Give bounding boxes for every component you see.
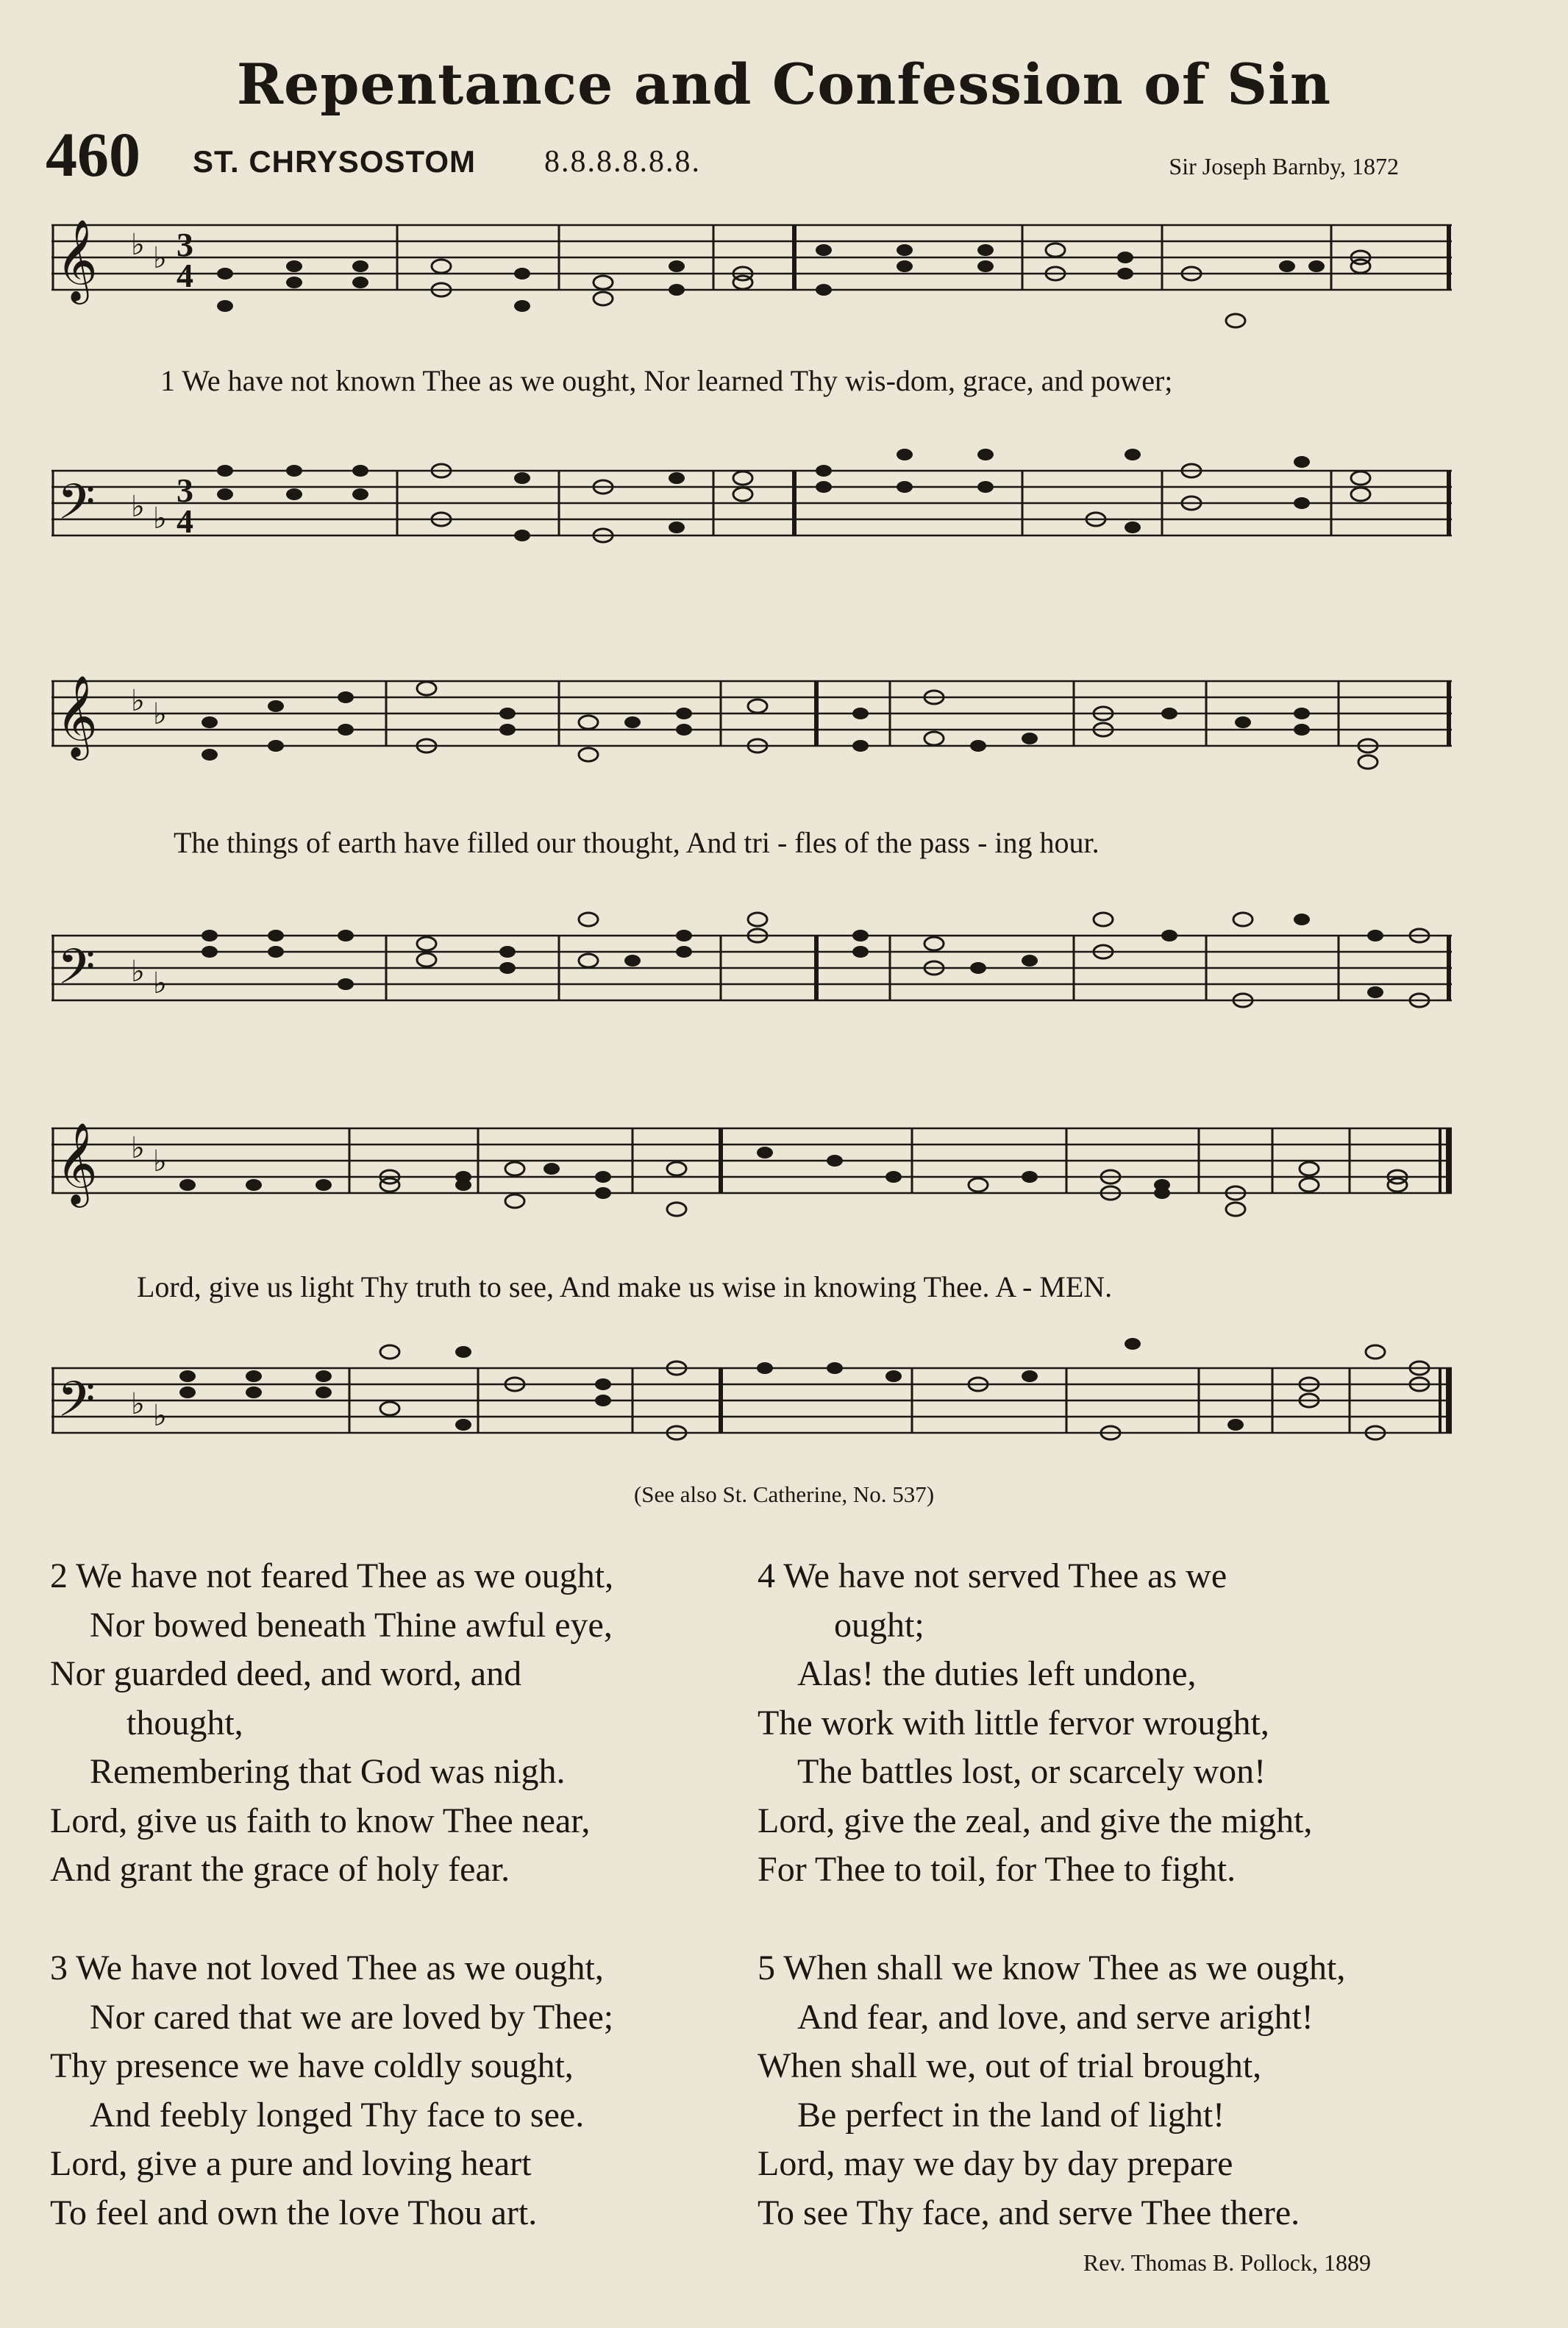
bass-staff-system-2 xyxy=(51,891,1452,1046)
stanza-line: Lord, may we day by day prepare xyxy=(758,2144,1233,2183)
stanza-line: Lord, give the zeal, and give the might, xyxy=(758,1801,1313,1840)
composer-credit: Sir Joseph Barnby, 1872 xyxy=(1169,153,1399,179)
stanza-3 xyxy=(50,1944,613,2238)
stanza-line: 3 We have not loved Thee as we ought, xyxy=(50,1948,604,1987)
svg-text:♭: ♭ xyxy=(153,1399,167,1432)
svg-text:𝄢: 𝄢 xyxy=(57,474,96,542)
stanza-line: thought, xyxy=(126,1703,243,1743)
svg-text:3: 3 xyxy=(177,226,193,263)
stanza-line: Nor cared that we are loved by Thee; xyxy=(90,1997,614,2037)
stanza-line: Nor bowed beneath Thine awful eye, xyxy=(90,1605,613,1645)
tune-name: ST. CHRYSOSTOM xyxy=(193,144,477,179)
treble-staff-system-2 xyxy=(51,659,1452,814)
stanza-line: 2 We have not feared Thee as we ought, xyxy=(50,1556,614,1595)
svg-text:♭: ♭ xyxy=(131,1387,145,1420)
stanza-4 xyxy=(758,1552,1312,1895)
svg-text:4: 4 xyxy=(177,257,193,294)
stanza-line: Nor guarded deed, and word, and xyxy=(50,1654,522,1693)
stanza-line: And feebly longed Thy face to see. xyxy=(90,2095,585,2135)
svg-text:♭: ♭ xyxy=(131,1131,145,1164)
stanza-line: The battles lost, or scarcely won! xyxy=(797,1752,1266,1791)
stanza-line: 5 When shall we know Thee as we ought, xyxy=(758,1948,1346,1987)
stanza-line: To see Thy face, and serve Thee there. xyxy=(758,2193,1300,2232)
svg-text:♭: ♭ xyxy=(131,955,145,988)
lyric-line-3: Lord, give us light Thy truth to see, And make us wise in knowing Thee. A - MEN. xyxy=(137,1270,1113,1303)
svg-text:♭: ♭ xyxy=(153,502,167,535)
svg-text:𝄞: 𝄞 xyxy=(56,674,98,757)
see-also-note: (See also St. Catherine, No. 537) xyxy=(633,1481,935,1507)
stanza-line: 4 We have not served Thee as we xyxy=(758,1556,1227,1595)
svg-text:♭: ♭ xyxy=(131,490,145,523)
stanza-line: Lord, give a pure and loving heart xyxy=(50,2144,532,2183)
svg-text:𝄞: 𝄞 xyxy=(56,218,98,301)
meter: 8.8.8.8.8.8. xyxy=(544,145,701,179)
lyric-line-2: The things of earth have filled our thought, And tri - fles of the pass - ing hour. xyxy=(174,826,1100,859)
svg-text:♭: ♭ xyxy=(131,684,145,717)
svg-text:♭: ♭ xyxy=(153,697,167,730)
svg-text:♭: ♭ xyxy=(131,228,145,261)
hymn-number: 460 xyxy=(46,119,140,190)
stanza-line: When shall we, out of trial brought, xyxy=(758,2046,1262,2085)
bass-staff-system-3 xyxy=(51,1330,1452,1484)
stanza-line: Remembering that God was nigh. xyxy=(90,1752,566,1791)
stanza-line: ought; xyxy=(834,1605,924,1645)
svg-text:♭: ♭ xyxy=(153,967,167,1000)
lyric-line-1: 1 We have not known Thee as we ought, Nor learned Thy wis-dom, grace, and power; xyxy=(160,364,1173,397)
svg-text:3: 3 xyxy=(177,471,193,509)
stanza-line: And fear, and love, and serve aright! xyxy=(797,1997,1314,2037)
svg-text:♭: ♭ xyxy=(153,1145,167,1178)
svg-text:♭: ♭ xyxy=(153,241,167,274)
stanza-line: To feel and own the love Thou art. xyxy=(50,2193,538,2232)
stanza-line: Thy presence we have coldly sought, xyxy=(50,2046,574,2085)
stanza-2 xyxy=(50,1552,613,1895)
svg-text:𝄞: 𝄞 xyxy=(56,1122,98,1204)
stanza-line: For Thee to toil, for Thee to fight. xyxy=(758,1850,1236,1889)
svg-text:𝄢: 𝄢 xyxy=(57,939,96,1007)
stanza-line: The work with little fervor wrought, xyxy=(758,1703,1269,1743)
bass-staff-system-1 xyxy=(51,434,1452,588)
svg-text:𝄢: 𝄢 xyxy=(57,1371,96,1439)
treble-staff-system-1 xyxy=(51,210,1452,365)
stanza-line: And grant the grace of holy fear. xyxy=(50,1850,510,1889)
treble-staff-system-3 xyxy=(51,1108,1452,1262)
section-title: Repentance and Confession of Sin xyxy=(236,51,1332,117)
svg-text:4: 4 xyxy=(177,502,193,540)
text-author-credit: Rev. Thomas B. Pollock, 1889 xyxy=(1083,2249,1371,2276)
stanza-line: Lord, give us faith to know Thee near, xyxy=(50,1801,591,1840)
stanza-5 xyxy=(758,1944,1345,2238)
stanza-line: Be perfect in the land of light! xyxy=(797,2095,1225,2135)
stanza-line: Alas! the duties left undone, xyxy=(797,1654,1197,1693)
